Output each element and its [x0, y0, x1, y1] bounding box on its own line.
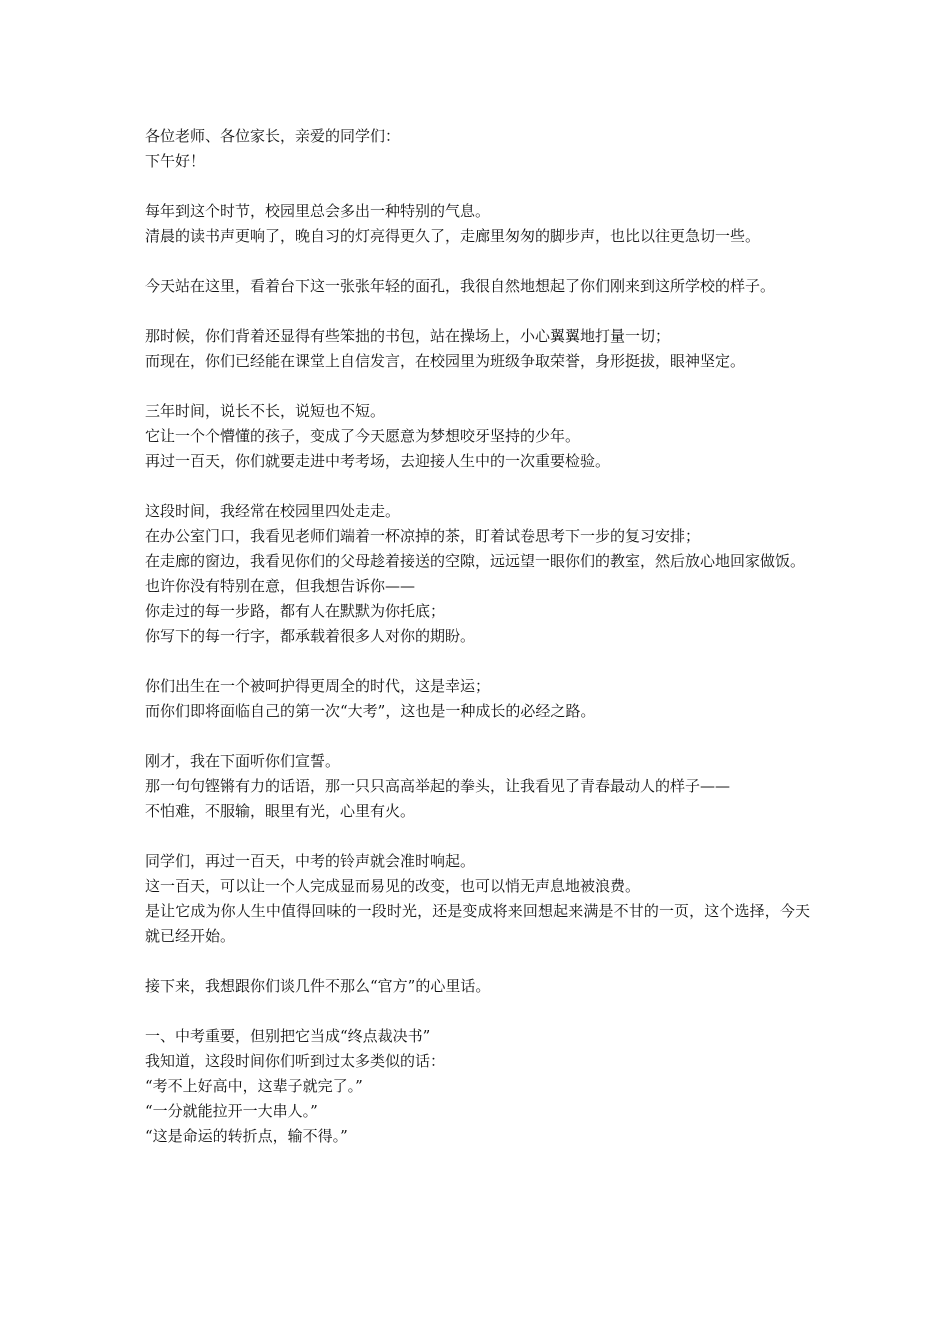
paragraph-gap: [145, 299, 810, 324]
text-line: 而你们即将面临自己的第一次“大考”，这也是一种成长的必经之路。: [145, 702, 596, 720]
text-line: “这是命运的转折点，输不得。”: [145, 1127, 348, 1145]
paragraph-gap: [145, 649, 810, 674]
text-line: 一、中考重要，但别把它当成“终点裁决书”: [145, 1027, 431, 1045]
text-line: “一分就能拉开一大串人。”: [145, 1102, 318, 1120]
text-line: 下午好！: [145, 152, 206, 170]
text-line: 不怕难，不服输，眼里有光，心里有火。: [145, 802, 416, 820]
text-line: 这一百天，可以让一个人完成显而易见的改变，也可以悄无声息地被浪费。: [145, 877, 641, 895]
text-line: 你走过的每一步路，都有人在默默为你托底；: [145, 602, 446, 620]
text-line: 今天站在这里，看着台下这一张张年轻的面孔，我很自然地想起了你们刚来到这所学校的样子。: [145, 277, 776, 295]
paragraph-gap: [145, 999, 810, 1024]
text-line: 在办公室门口，我看见老师们端着一杯凉掉的茶，盯着试卷思考下一步的复习安排；: [145, 527, 701, 545]
text-line: 每年到这个时节，校园里总会多出一种特别的气息。: [145, 202, 491, 220]
text-line: 是让它成为你人生中值得回味的一段时光，还是变成将来回想起来满是不甘的一页，这个选择，今天就已经开始。: [145, 902, 810, 945]
text-line: 那一句句铿锵有力的话语，那一只只高高举起的拳头，让我看见了青春最动人的样子——: [145, 777, 731, 795]
text-line: 在走廊的窗边，我看见你们的父母趁着接送的空隙，远远望一眼你们的教室，然后放心地回家做饭。: [145, 552, 806, 570]
text-line: 你们出生在一个被呵护得更周全的时代，这是幸运；: [145, 677, 491, 695]
text-line: 各位老师、各位家长，亲爱的同学们：: [145, 127, 401, 145]
paragraph-gap: [145, 724, 810, 749]
text-line: 同学们，再过一百天，中考的铃声就会准时响起。: [145, 852, 476, 870]
text-line: “考不上好高中，这辈子就完了。”: [145, 1077, 363, 1095]
text-line: 刚才，我在下面听你们宣誓。: [145, 752, 341, 770]
text-line: 我知道，这段时间你们听到过太多类似的话：: [145, 1052, 446, 1070]
text-line: 你写下的每一行字，都承载着很多人对你的期盼。: [145, 627, 476, 645]
paragraph-gap: [145, 374, 810, 399]
text-line: 它让一个个懵懂的孩子，变成了今天愿意为梦想咬牙坚持的少年。: [145, 427, 581, 445]
text-line: 那时候，你们背着还显得有些笨拙的书包，站在操场上，小心翼翼地打量一切；: [145, 327, 671, 345]
text-line: 这段时间，我经常在校园里四处走走。: [145, 502, 401, 520]
text-line: 而现在，你们已经能在课堂上自信发言，在校园里为班级争取荣誉，身形挺拔，眼神坚定。: [145, 352, 746, 370]
paragraph-gap: [145, 824, 810, 849]
paragraph-gap: [145, 249, 810, 274]
paragraph-gap: [145, 174, 810, 199]
text-line: 接下来，我想跟你们谈几件不那么“官方”的心里话。: [145, 977, 491, 995]
speech-document: [145, 124, 810, 1149]
text-line: 清晨的读书声更响了，晚自习的灯亮得更久了，走廊里匆匆的脚步声，也比以往更急切一些。: [145, 227, 761, 245]
paragraph-gap: [145, 474, 810, 499]
text-line: 三年时间，说长不长，说短也不短。: [145, 402, 386, 420]
paragraph-gap: [145, 949, 810, 974]
text-line: 再过一百天，你们就要走进中考考场，去迎接人生中的一次重要检验。: [145, 452, 611, 470]
text-line: 也许你没有特别在意，但我想告诉你——: [145, 577, 416, 595]
